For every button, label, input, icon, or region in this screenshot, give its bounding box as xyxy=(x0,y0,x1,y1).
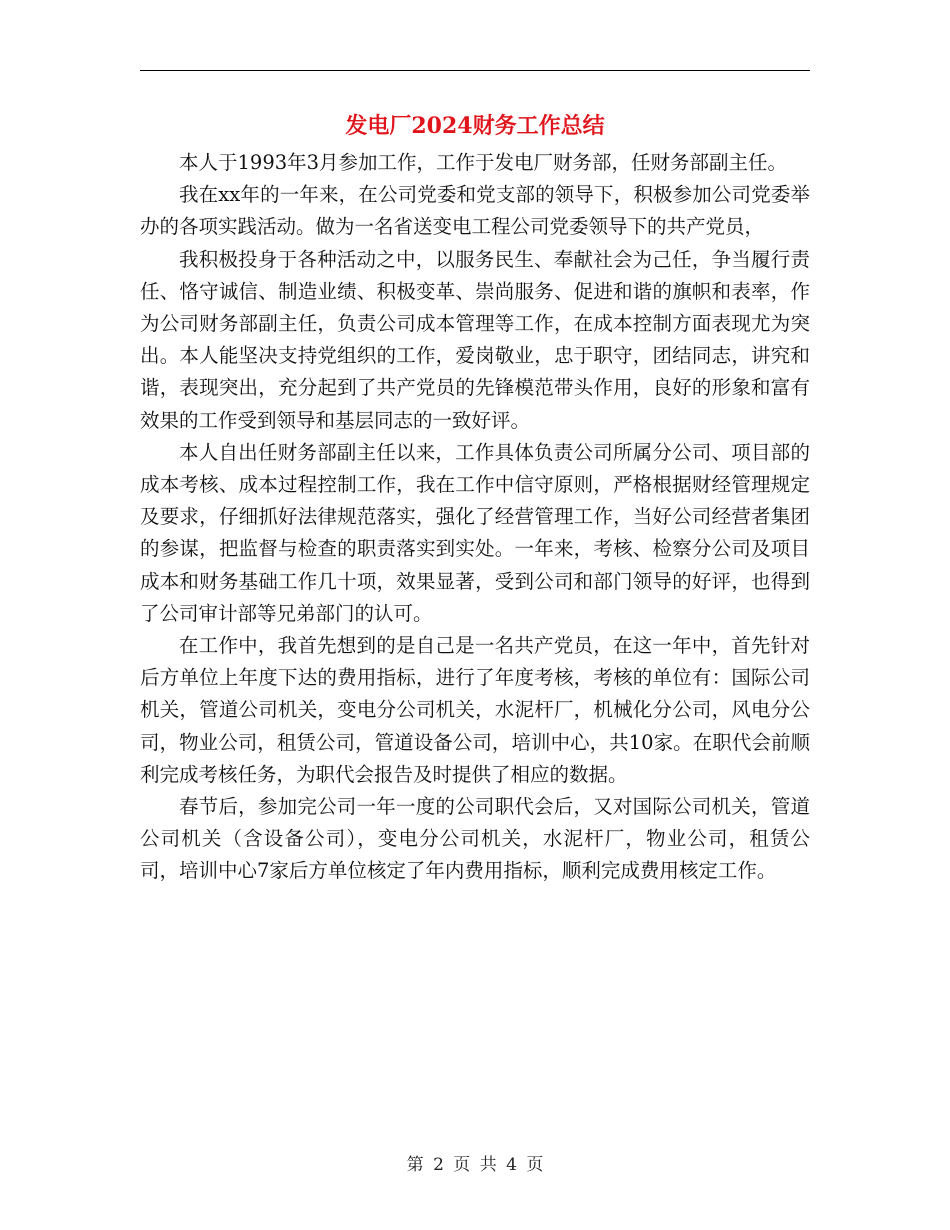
paragraph-6: 春节后，参加完公司一年一度的公司职代会后，又对国际公司机关，管道公司机关（含设备公司），变电分公司机关，水泥杆厂，物业公司，租赁公司，培训中心7家后方单位核定了年内费用指标，顺利完成费用核定工作。 xyxy=(140,795,810,883)
header-rule xyxy=(140,70,810,71)
document-title: 发电厂2024财务工作总结 xyxy=(345,113,605,139)
paragraph-2: 我在xx年的一年来，在公司党委和党支部的领导下，积极参加公司党委举办的各项实践活动。做为一名省送变电工程公司党委领导下的共产党员， xyxy=(140,183,810,239)
paragraph-1: 本人于1993年3月参加工作，工作于发电厂财务部，任财务部副主任。 xyxy=(179,151,788,174)
document-body xyxy=(140,147,810,888)
paragraph-4: 本人自出任财务部副主任以来，工作具体负责公司所属分公司、项目部的成本考核、成本过程控制工作，我在工作中信守原则，严格根据财经管理规定及要求，仔细抓好法律规范落实，强化了经营管理工作，当好公司经营者集团的参谋，把监督与检查的职责落实到实处。一年来，考核、检察分公司及项目成本和财务基础工作几十项，效果显著，受到公司和部门领导的好评，也得到了公司审计部等兄弟部门的认可。 xyxy=(140,440,810,625)
page-number-footer: 第 2 页 共 4 页 xyxy=(406,1155,544,1175)
paragraph-3: 我积极投身于各种活动之中，以服务民生、奉献社会为己任，争当履行责任、恪守诚信、制造业绩、积极变革、崇尚服务、促进和谐的旗帜和表率，作为公司财务部副主任，负责公司成本管理等工作，在成本控制方面表现尤为突出。本人能坚决支持党组织的工作，爱岗敬业，忠于职守，团结同志，讲究和谐，表现突出，充分起到了共产党员的先锋模范带头作用，良好的形象和富有效果的工作受到领导和基层同志的一致好评。 xyxy=(140,247,810,432)
paragraph-5: 在工作中，我首先想到的是自己是一名共产党员，在这一年中，首先针对后方单位上年度下达的费用指标，进行了年度考核，考核的单位有：国际公司机关，管道公司机关，变电分公司机关，水泥杆厂，机械化分公司，风电分公司，物业公司，租赁公司，管道设备公司，培训中心，共10家。在职代会前顺利完成考核任务，为职代会报告及时提供了相应的数据。 xyxy=(140,634,810,786)
